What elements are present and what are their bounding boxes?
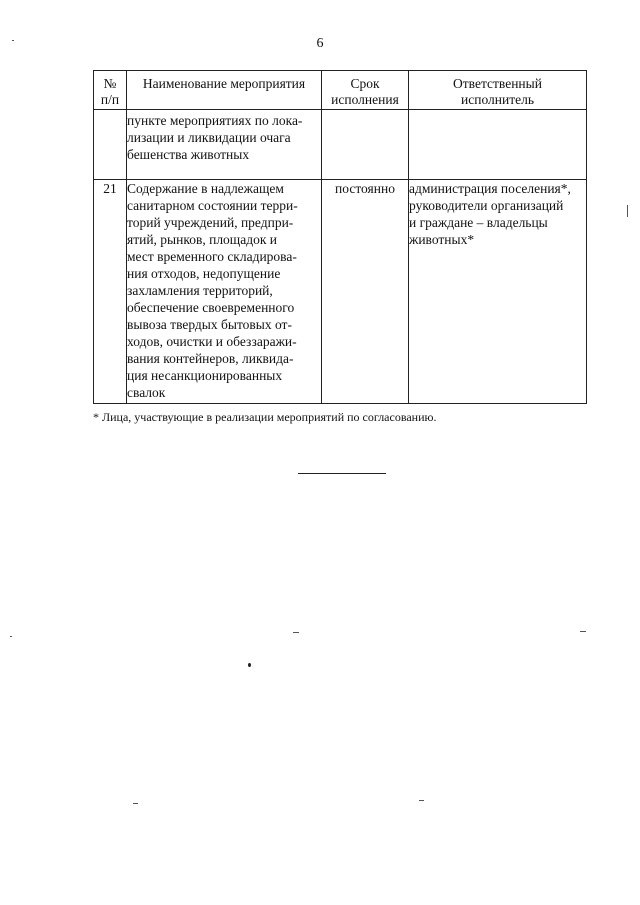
table-row <box>94 180 587 404</box>
cell-name-text: Содержание в надлежащем санитарном состоянии терри- торий учреждений, предпри- ятий, рынков, площадок и мест временного складирова- ния отходов, недопущение захламления территорий, обеспечение своевременного вывоза твердых бытовых от- ходов, очистки и обеззаражи- вания контейнеров, ликвида- ция несанкционированных свалок <box>127 181 298 400</box>
scan-speck <box>627 205 628 217</box>
table-header-row <box>94 71 587 110</box>
cell-term-text: постоянно <box>335 181 395 196</box>
cell-term <box>322 180 409 404</box>
header-name-text: Наименование мероприятия <box>142 76 306 91</box>
cell-num <box>94 180 127 404</box>
cell-name <box>127 180 322 404</box>
cell-name <box>127 110 322 180</box>
cell-num <box>94 110 127 180</box>
end-of-document-rule <box>298 473 386 474</box>
scan-speck <box>133 803 138 804</box>
header-num-text: № п/п <box>100 76 120 107</box>
cell-responsible-text: администрация поселения*, руководители организаций и граждане – владельцы животных* <box>409 181 571 247</box>
scan-speck <box>293 632 299 633</box>
header-name <box>127 71 322 110</box>
measures-table <box>93 70 587 404</box>
header-term <box>322 71 409 110</box>
cell-responsible <box>409 110 587 180</box>
cell-name-text: пункте мероприятиях по лока- лизации и ликвидации очага бешенства животных <box>127 113 303 162</box>
scan-dot <box>248 663 251 667</box>
cell-term <box>322 110 409 180</box>
scan-speck <box>10 636 12 637</box>
page-number: 6 <box>316 36 324 51</box>
table-row <box>94 110 587 180</box>
scan-speck <box>419 800 424 801</box>
header-num <box>94 71 127 110</box>
header-responsible <box>409 71 587 110</box>
scan-speck <box>12 40 14 41</box>
cell-num-text: 21 <box>103 181 117 196</box>
footnote: * Лица, участвующие в реализации мероприятий по согласованию. <box>93 410 437 424</box>
header-term-text: Срок исполнения <box>331 76 399 107</box>
header-responsible-text: Ответственный исполнитель <box>453 76 542 107</box>
scan-speck <box>580 631 586 632</box>
cell-responsible <box>409 180 587 404</box>
